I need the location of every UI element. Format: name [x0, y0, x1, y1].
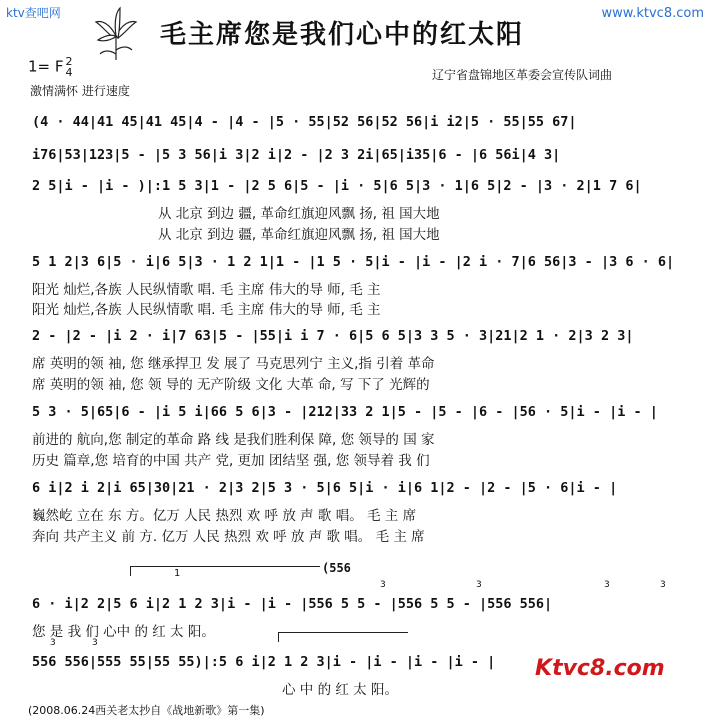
music-row-8: 6 · i|2 2|5 6 i|2 1 2 3|i - |i - |556 5 5 - |556 5 5 - |556 556| [32, 596, 553, 612]
lyric-row-3-verse-2: 席 英明的领 袖, 您 领 导的 无产阶级 文化 大革 命, 写 下了 光辉的 [32, 377, 430, 393]
music-row-9: 556 556|555 55|55 55)|:5 6 i|2 1 2 3|i - |i - |i - |i - | [32, 654, 496, 670]
lyric-row-1-verse-2: 从 北京 到边 疆, 革命红旗迎风飘 扬, 祖 国大地 [158, 227, 440, 243]
volta-2-left-tick [278, 632, 279, 642]
music-row-4: 5 1 2|3 6|5 · i|6 5|3 · 1 2 1|1 - |1 5 · 5|i - |i - |2 i · 7|6 56|3 - |3 6 · 6| [32, 254, 675, 270]
lyric-row-4-verse-2: 历史 篇章,您 培育的中国 共产 党, 更加 团结坚 强, 您 领导着 我 们 [32, 453, 430, 469]
ktvc8-logo: Ktvc8.com [535, 656, 665, 681]
lyric-row-3-verse-1: 席 英明的领 袖, 您 继承捍卫 发 展了 马克思列宁 主义,指 引着 革命 [32, 356, 435, 372]
lyric-row-5-verse-1: 巍然屹 立在 东 方。亿万 人民 热烈 欢 呼 放 声 歌 唱。 毛 主 席 [32, 508, 417, 524]
key-prefix: 1= F [28, 57, 64, 76]
triplet-mark-5: 3 [50, 638, 56, 648]
key-signature [28, 56, 73, 78]
time-top: 2 [65, 55, 73, 68]
music-row-6: 5 3 · 5|65|6 - |i 5 i|66 5 6|3 - |212|33 2 1|5 - |5 - |6 - |56 · 5|i - |i - | [32, 404, 658, 420]
music-row-1: (4 · 44|41 45|41 45|4 - |4 - |5 · 55|52 56|52 56|i i2|5 · 55|55 67| [32, 114, 577, 130]
lyric-row-1-verse-1: 从 北京 到边 疆, 革命红旗迎风飘 扬, 祖 国大地 [158, 206, 440, 222]
triplet-mark-2: 3 [476, 580, 482, 590]
lyric-row-2-verse-1: 阳光 灿烂,各族 人民纵情歌 唱. 毛 主席 伟大的导 师, 毛 主 [32, 282, 381, 298]
composer-credit: 辽宁省盘锦地区革委会宣传队词曲 [432, 68, 613, 82]
volta-number: 1 [174, 568, 181, 579]
paren-556: (556 [322, 561, 351, 575]
watermark-left: ktv查吧网 [6, 6, 61, 20]
lyric-row-5-verse-2: 奔向 共产主义 前 方. 亿万 人民 热烈 欢 呼 放 声 歌 唱。 毛 主 席 [32, 529, 425, 545]
lyric-row-4-verse-1: 前进的 航向,您 制定的革命 路 线 是我们胜利保 障, 您 领导的 国 家 [32, 432, 435, 448]
volta-line-2 [278, 632, 408, 633]
music-row-5: 2 - |2 - |i 2 · i|7 63|5 - |55|i i 7 · 6|5 6 5|3 3 5 · 3|21|2 1 · 2|3 2 3| [32, 328, 634, 344]
song-title: 毛主席您是我们心中的红太阳 [160, 20, 525, 50]
triplet-mark-1: 3 [380, 580, 386, 590]
footer-source: (2008.06.24西关老太抄自《战地新歌》第一集) [28, 704, 265, 717]
lyric-row-6: 您 是 我 们 心中 的 红 太 阳。 [32, 624, 215, 640]
time-bottom: 4 [65, 66, 73, 79]
lyric-row-2-verse-2: 阳光 灿烂,各族 人民纵情歌 唱. 毛 主席 伟大的导 师, 毛 主 [32, 302, 381, 318]
lily-flower-icon [92, 6, 140, 62]
tempo-marking: 激情满怀 进行速度 [30, 84, 130, 98]
triplet-mark-4: 3 [660, 580, 666, 590]
volta-line [130, 566, 320, 567]
time-signature [66, 56, 73, 78]
triplet-mark-6: 3 [92, 638, 98, 648]
lyric-row-7: 心 中 的 红 太 阳。 [282, 682, 398, 698]
music-row-3: 2 5|i - |i - )|:1 5 3|1 - |2 5 6|5 - |i · 5|6 5|3 · 1|6 5|2 - |3 · 2|1 7 6| [32, 178, 642, 194]
volta-left-tick [130, 566, 131, 576]
music-row-2: i76|53|123|5 - |5 3 56|i 3|2 i|2 - |2 3 2i|65|i35|6 - |6 56i|4 3| [32, 147, 561, 163]
triplet-mark-3: 3 [604, 580, 610, 590]
music-row-7: 6 i|2 i 2|i 65|30|21 · 2|3 2|5 3 · 5|6 5|i · i|6 1|2 - |2 - |5 · 6|i - | [32, 480, 618, 496]
watermark-right: www.ktvc8.com [601, 6, 704, 21]
